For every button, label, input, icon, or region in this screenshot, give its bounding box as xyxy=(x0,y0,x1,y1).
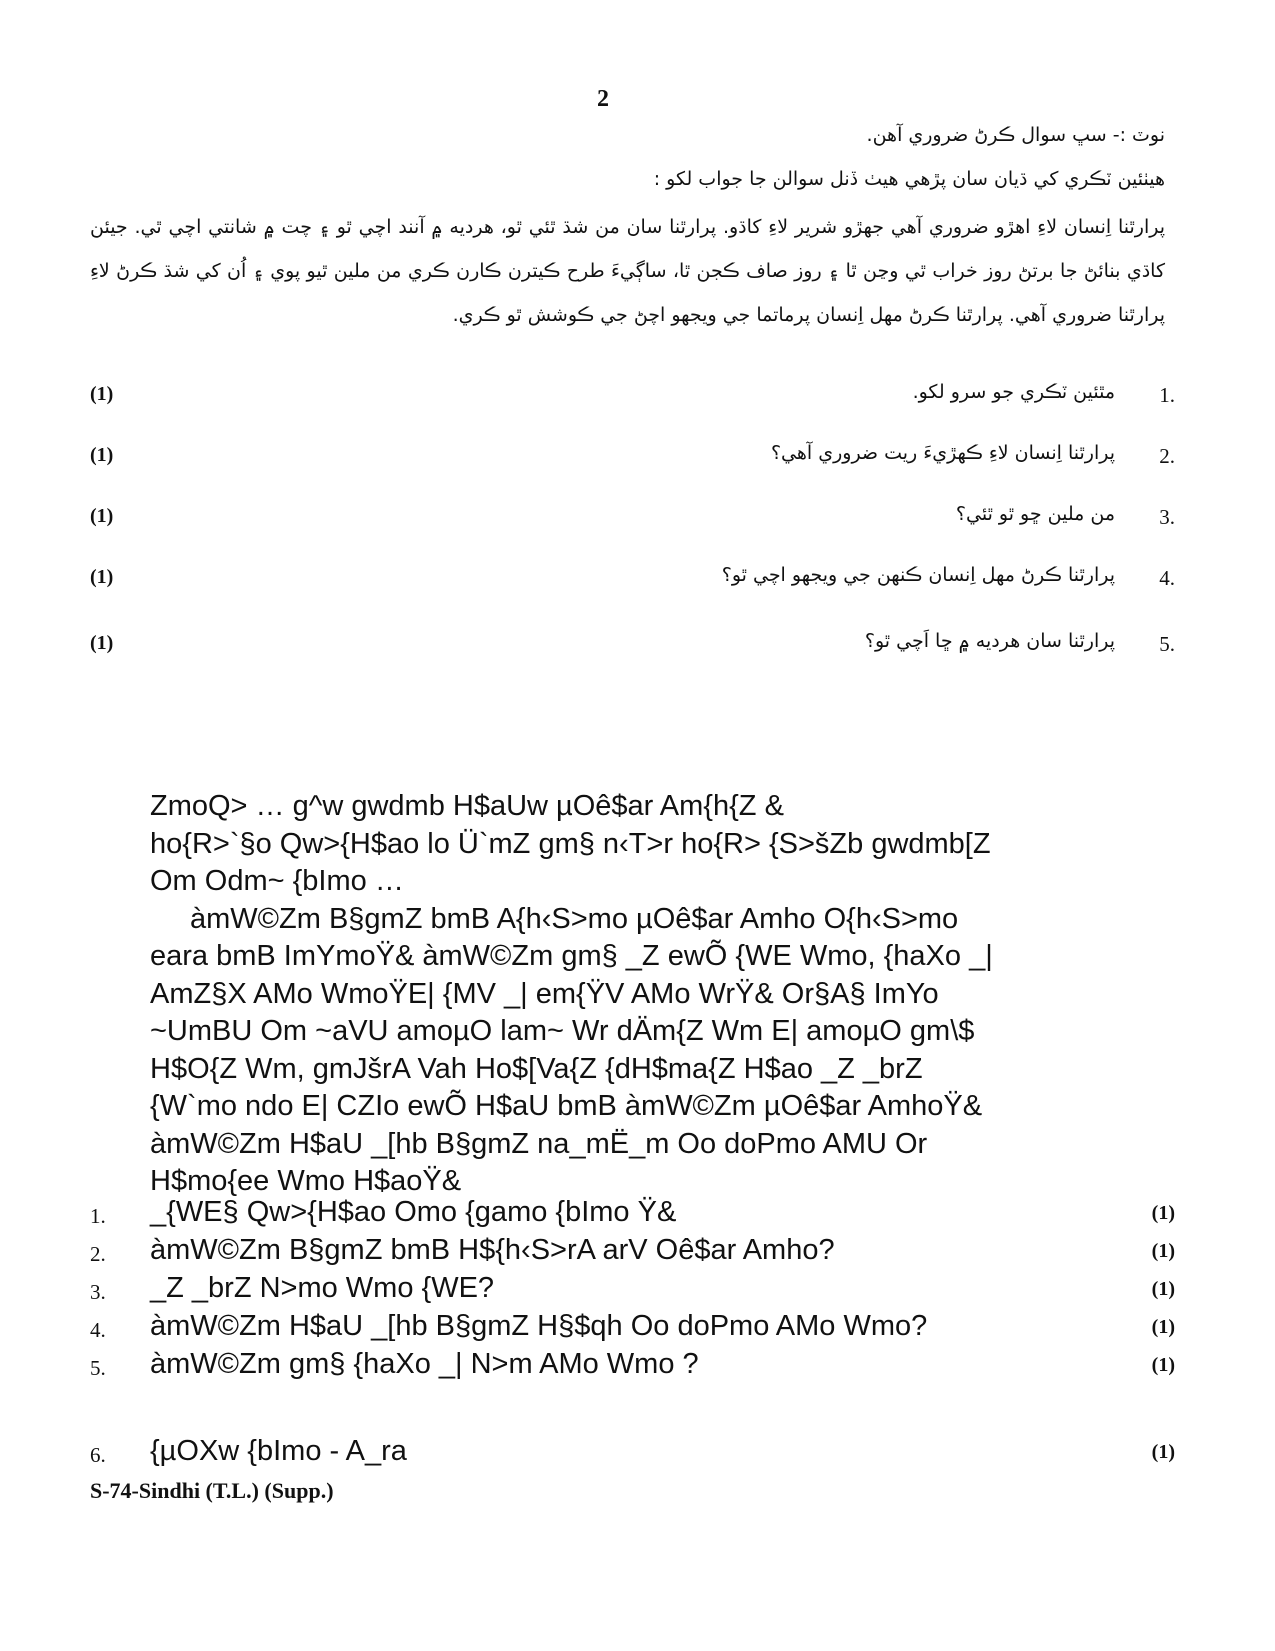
question-marks: (1) xyxy=(90,444,114,466)
passage-line: ~UmBU Om ~aVU amoµO lam~ Wr dÄm{Z Wm E| amoµO gm\$ xyxy=(150,1015,975,1047)
question-number: 5. xyxy=(1159,632,1175,656)
question-number: 2. xyxy=(1159,444,1175,468)
sindhi-question-3 xyxy=(90,503,1175,537)
sindhi-question-4 xyxy=(90,564,1175,598)
question-marks: (1) xyxy=(1151,1354,1175,1376)
legacy-passage xyxy=(150,788,1125,1201)
passage-line: AmZ§X AMo WmoŸE| {MV _| em{ŸV AMo WrŸ& Or§A§ ImYo xyxy=(150,977,939,1010)
question-text: àmW©Zm H$aU _[hb B§gmZ H§$qh Oo doPmo AMo Wmo? xyxy=(150,1310,928,1342)
question-marks: (1) xyxy=(90,632,114,654)
question-marks: (1) xyxy=(1151,1316,1175,1338)
question-marks: (1) xyxy=(1151,1278,1175,1300)
question-marks: (1) xyxy=(1151,1441,1175,1463)
question-text: àmW©Zm B§gmZ bmB H${h‹S>rA arV Oê$ar Amho? xyxy=(150,1234,835,1266)
passage-line: àmW©Zm H$aU _[hb B§gmZ na_mË_m Oo doPmo AMU Or xyxy=(150,1127,928,1160)
note-line: نوٽ :- سڀ سوال ڪرڻ ضروري آهن. xyxy=(866,124,1165,146)
passage-line: H$O{Z Wm, gmJšrA Vah Ho$[Va{Z {dH$ma{Z H$ao _Z _brZ xyxy=(150,1052,923,1085)
question-number: 4. xyxy=(1159,566,1175,590)
question-number: 1. xyxy=(90,1204,106,1228)
legacy-question-1 xyxy=(90,1196,1175,1232)
question-text: _Z _brZ N>mo Wmo {WE? xyxy=(150,1272,495,1304)
sindhi-question-2 xyxy=(90,442,1175,476)
footer-paper-code: S-74-Sindhi (T.L.) (Supp.) xyxy=(90,1478,334,1503)
question-text: پرارٿنا سان هرديه ۾ ڇا اَچي ٿو؟ xyxy=(864,630,1115,652)
legacy-question-5 xyxy=(90,1348,1175,1384)
passage-line: Om Odm~ {bImo … xyxy=(150,865,404,897)
question-marks: (1) xyxy=(1151,1202,1175,1224)
question-number: 5. xyxy=(90,1356,106,1380)
question-number: 3. xyxy=(1159,505,1175,529)
question-text: àmW©Zm gm§ {haXo _| N>m AMo Wmo ? xyxy=(150,1348,699,1380)
legacy-question-2 xyxy=(90,1234,1175,1270)
question-text: من ملين ڇو ٿو ٿئي؟ xyxy=(955,503,1115,525)
question-marks: (1) xyxy=(90,383,114,405)
sindhi-question-5 xyxy=(90,630,1175,664)
question-text: _{WE§ Qw>{H$ao Omo {gamo {bImo Ÿ& xyxy=(150,1196,677,1228)
passage-line: ZmoQ> … g^w gwdmb H$aUw µOê$ar Am{h{Z & xyxy=(150,790,784,822)
question-number: 4. xyxy=(90,1318,106,1342)
passage-line: {W`mo ndo E| CZIo ewÕ H$aU bmB àmW©Zm µOê$ar AmhoŸ& xyxy=(150,1090,983,1122)
question-text: مٿئين ٽڪري جو سرو لکو. xyxy=(912,381,1115,403)
passage-line: eara bmB ImYmoŸ& àmW©Zm gm§ _Z ewÕ {WE Wmo, {haXo _| xyxy=(150,940,993,972)
instruction-line: هيٺئين ٽڪري کي ڌيان سان پڙهي هيٺ ڏنل سوالن جا جواب لکو : xyxy=(653,168,1165,190)
sindhi-passage: پرارٿنا اِنسان لاءِ اهڙو ضروري آهي جهڙو شرير لاءِ کاڌو. پرارٿنا سان من شڌ ٿئي ٿو، هرديه ۾ آنند اچي ٿو ۽ چت ۾ شانتي اچي ٿي. جيئن کاڌي بنائڻ جا برتڻ روز خراب ٿي وڃن ٿا ۽ روز صاف ڪجن ٿا، ساڳيءَ طرح ڪيترن ڪارن ڪري من ملين ٿيو پوي ۽ اُن کي شڌ ڪرڻ لاءِ پرارٿنا ضروري آهي. پرارٿنا ڪرڻ مهل اِنسان پرماتما جي ويجهو اچڻ جي ڪوشش ٿو ڪري. xyxy=(90,216,1165,326)
passage-line: H$mo{ee Wmo H$aoŸ& xyxy=(150,1165,462,1197)
question-marks: (1) xyxy=(90,505,114,527)
legacy-question-3 xyxy=(90,1272,1175,1308)
page-number: 2 xyxy=(597,86,609,112)
legacy-question-4 xyxy=(90,1310,1175,1346)
question-text: پرارٿنا اِنسان لاءِ ڪهڙيءَ ريت ضروري آهي؟ xyxy=(770,442,1115,464)
question-marks: (1) xyxy=(1151,1240,1175,1262)
legacy-question-6 xyxy=(90,1435,1175,1471)
question-text: {µOXw {bImo - A_ra xyxy=(150,1435,407,1467)
question-number: 2. xyxy=(90,1242,106,1266)
sindhi-question-1 xyxy=(90,381,1175,415)
passage-line: ho{R>`§o Qw>{H$ao lo Ü`mZ gm§ n‹T>r ho{R> {S>šZb gwdmb[Z xyxy=(150,827,991,860)
question-text: پرارٿنا ڪرڻ مهل اِنسان ڪنهن جي ويجهو اچي ٿو؟ xyxy=(721,564,1115,586)
question-number: 6. xyxy=(90,1443,106,1467)
question-number: 3. xyxy=(90,1280,106,1304)
question-marks: (1) xyxy=(90,566,114,588)
passage-line: àmW©Zm B§gmZ bmB A{h‹S>mo µOê$ar Amho O{h‹S>mo xyxy=(190,902,959,935)
question-number: 1. xyxy=(1159,383,1175,407)
